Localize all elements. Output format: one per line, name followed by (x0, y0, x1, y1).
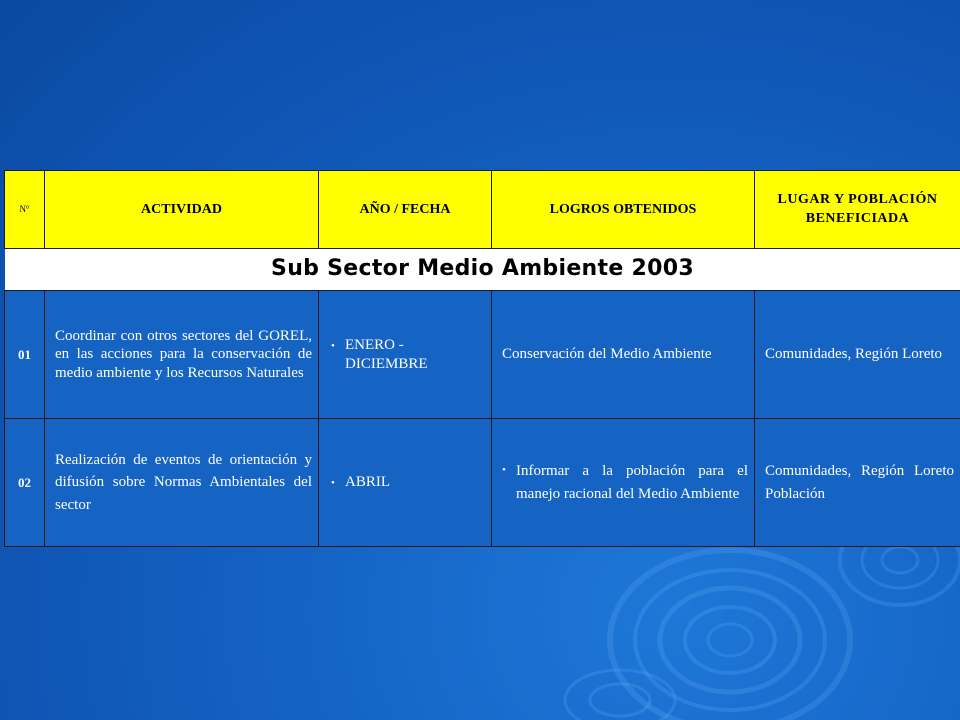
header-actividad: ACTIVIDAD (45, 171, 319, 249)
header-logros: LOGROS OBTENIDOS (492, 171, 755, 249)
section-title-row (5, 249, 960, 291)
row-logros: Informar a la población para el manejo racional del Medio Ambiente (516, 463, 748, 502)
section-title: Sub Sector Medio Ambiente 2003 (5, 249, 960, 291)
table-row (5, 291, 960, 419)
row-fecha: ABRIL (345, 473, 390, 490)
header-lugar: LUGAR Y POBLACIÓN BENEFICIADA (755, 171, 960, 249)
header-fecha: AÑO / FECHA (319, 171, 492, 249)
table-header-row (5, 171, 960, 249)
row-logros: Conservación del Medio Ambiente (492, 291, 755, 419)
table-row (5, 419, 960, 547)
row-fecha-cell (319, 419, 492, 547)
activity-table (4, 170, 960, 547)
row-lugar: Comunidades, Región Loreto (755, 291, 960, 419)
bullet-dot-icon: • (502, 464, 506, 476)
row-actividad: Coordinar con otros sectores del GOREL, en las acciones para la conservación de medio ambiente y los Recursos Naturales (45, 291, 319, 419)
activity-table-container (4, 170, 960, 547)
bullet-dot-icon: • (331, 476, 335, 489)
row-fecha: ENERO - DICIEMBRE (345, 337, 428, 372)
row-number: 01 (5, 291, 45, 419)
row-fecha-cell (319, 291, 492, 419)
row-lugar: Comunidades, Región Loreto Población (755, 419, 960, 547)
header-num: N° (5, 171, 45, 249)
bullet-dot-icon: • (331, 340, 335, 353)
row-logros-cell (492, 419, 755, 547)
row-number: 02 (5, 419, 45, 547)
row-actividad: Realización de eventos de orientación y difusión sobre Normas Ambientales del sector (45, 419, 319, 547)
